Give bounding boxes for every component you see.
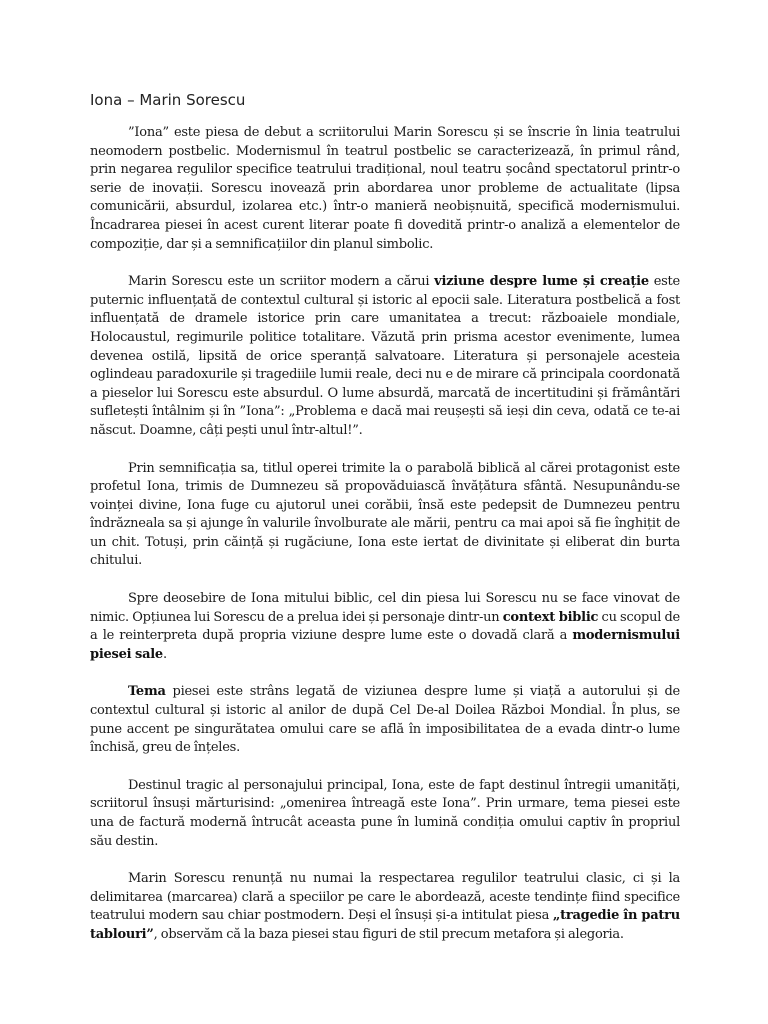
bold-phrase: Tema xyxy=(128,684,166,700)
document-title: Iona – Marin Sorescu xyxy=(90,91,246,109)
paragraph-title-meaning xyxy=(90,460,680,572)
paragraph-text: piesei este strâns legată de viziunea despre lume și viață a autorului și de contextul cultural și istoric al anilor de după Cel De-al Doilea Război Mondial. În plus, se pune accent pe singurătatea omului care se află în imposibilitatea de a evada dintr-o lume închisă, greu de înțeles. xyxy=(90,684,680,756)
paragraph-text: ”Iona” este piesa de debut a scriitorului Marin Sorescu și se înscrie în linia teatrului neomodern postbelic. Modernismul în teatrul postbelic se caracterizează, în primul rând, prin negarea regulilor specifice teatrului tradițional, noul teatru șocând spectatorul printr-o serie de inovații. Sorescu inovează prin abordarea unor probleme de actualitate (lipsa comunicării, absurdul, izolarea etc.) într-o manieră neobișnuită, specifică modernismului. Încadrarea piesei în acest curent literar poate fi dovedită printr-o analiză a elementelor de compoziție, dar și a semnificațiilor din planul simbolic. xyxy=(90,125,680,252)
paragraph-text: Marin Sorescu renunță nu numai la respectarea regulilor teatrului clasic, ci și la delimitarea (marcarea) clară a speciilor pe care le abordează, aceste tendințe fiind specifice teatrului modern sau chiar postmodern. Deși el însuși și-a intitulat piesa xyxy=(90,871,680,924)
paragraph-text: cu scopul de a le reinterpreta după propria viziune despre lume este o dovadă clară a xyxy=(90,609,680,644)
document-body xyxy=(90,124,680,964)
paragraph-text: . xyxy=(162,646,167,662)
paragraph-genre xyxy=(90,870,680,944)
bold-phrase: „tragedie în patru tablouri” xyxy=(90,908,680,942)
paragraph-text: Marin Sorescu este un scriitor modern a cărui xyxy=(128,274,435,290)
paragraph-text: Prin semnificația sa, titlul operei trimite la o parabolă biblică al cărei protagonist este profetul Iona, trimis de Dumnezeu să propovăduiască învățătura sfântă. Nesupunându-se voinței divine, Iona fuge cu ajutorul unei corăbii, însă este pedepsit de Dumnezeu pentru îndrăzneala sa și ajunge în valurile învolburate ale mării, pentru ca mai apoi să fie înghițit de un chit. Totuși, prin căință și rugăciune, Iona este iertat de divinitate și eliberat din burta chitului. xyxy=(90,460,680,569)
paragraph-worldview xyxy=(90,273,680,440)
paragraph-intro xyxy=(90,124,680,254)
paragraph-text: este puternic influențată de contextul cultural și istoric al epocii sale. Literatura postbelică a fost influențată de dramele istorice prin care umanitatea a trecut: războaiele mondiale, Holocaustul, regimurile politice totalitare. Văzută prin prisma acestor evenimente, lumea devenea ostilă, lipsită de orice speranță salvatoare. Literatura și personajele acesteia oglindeau paradoxurile și tragediile lumii reale, deci nu e de mirare că principala coordonată a pieselor lui Sorescu este absurdul. O lume absurdă, marcată de incertitudini și frământări sufletești întâlnim și în ”Iona”: „Problema e dacă mai reușești să ieși din ceva, odată ce te-ai născut. Doamne, câți pești unul într-altul!”. xyxy=(90,274,680,438)
bold-phrase: modernismului piesei sale xyxy=(90,628,680,662)
paragraph-theme xyxy=(90,683,680,757)
paragraph-text: Destinul tragic al personajului principal, Iona, este de fapt destinul întregii umanități, scriitorul însuși mărturisind: „omenirea întreagă este Iona”. Prin urmare, tema piesei este una de factură modernă întrucât aceasta pune în lumină condiția omului captiv în propriul său destin. xyxy=(90,777,680,849)
paragraph-destiny xyxy=(90,777,680,851)
paragraph-text: Spre deosebire de Iona mitului biblic, cel din piesa lui Sorescu nu se face vinovat de nimic. Opțiunea lui Sorescu de a prelua idei și personaje dintr-un xyxy=(90,591,680,625)
paragraph-text: , observăm că la baza piesei stau figuri de stil precum metafora și alegoria. xyxy=(153,926,624,942)
bold-phrase: context biblic xyxy=(502,609,599,625)
bold-phrase: viziune despre lume și creație xyxy=(434,274,649,290)
paragraph-biblical-contrast xyxy=(90,590,680,664)
